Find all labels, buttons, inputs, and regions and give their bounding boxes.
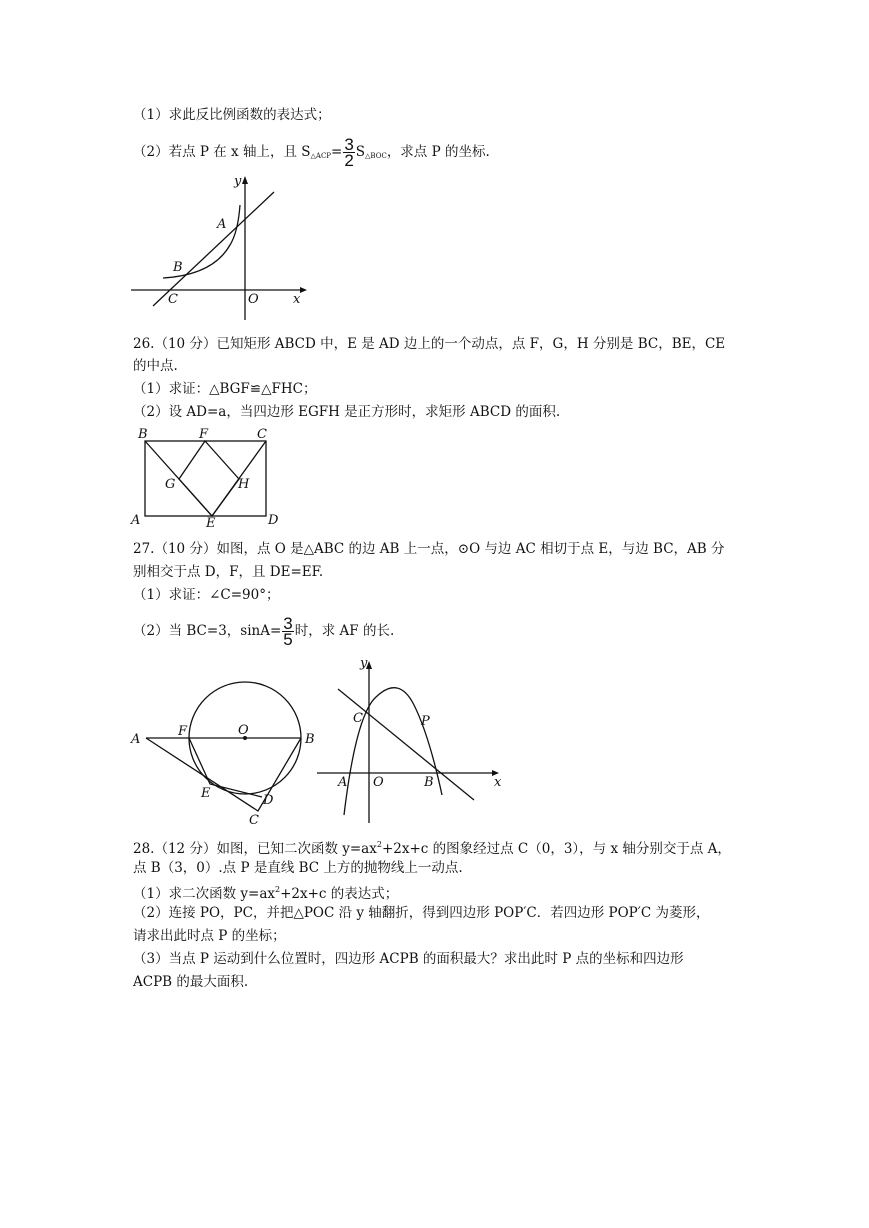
q25-label-y: y — [234, 174, 242, 189]
q25-part2-suffix: ，求点 P 的坐标. — [386, 144, 490, 160]
q25-label-a: A — [217, 217, 227, 232]
q27-figure — [128, 658, 328, 828]
q28-label-c: C — [353, 711, 363, 726]
q25-part2 — [133, 137, 490, 168]
q25-y-arrow — [242, 176, 248, 184]
q26-label-b: B — [138, 427, 148, 442]
q25-label-x: x — [293, 292, 301, 307]
q28-stem-line1-b: +2x+c 的图象经过点 C（0，3），与 x 轴分别交于点 A， — [381, 841, 731, 857]
q25-figure — [128, 170, 308, 330]
q27-part2 — [133, 616, 394, 647]
q28-figure — [314, 655, 514, 825]
q27-fraction-num: 3 — [283, 614, 293, 633]
q26-stem-line2: 的中点. — [133, 358, 178, 374]
q28-label-b: B — [424, 775, 434, 790]
q26-label-c: C — [257, 427, 267, 442]
q26-stem-line1: 26.（10 分）已知矩形 ABCD 中，E 是 AD 边上的一个动点，点 F，G，H 分别是 BC，BE，CE — [133, 336, 726, 352]
q28-parabola — [344, 688, 442, 815]
q25-part2-prefix: （2）若点 P 在 x 轴上，且 S — [133, 144, 311, 160]
q25-label-o: O — [248, 292, 259, 307]
q28-part2-line1: （2）连接 PO，PC，并把△POC 沿 y 轴翻折，得到四边形 POP′C．若四边形 POP′C 为菱形， — [133, 905, 710, 921]
q26-label-d: D — [268, 513, 279, 528]
q28-part1-a: （1）求二次函数 y=ax — [133, 886, 275, 902]
q25-fraction-den: 2 — [344, 151, 354, 170]
q28-line-bc — [338, 689, 474, 800]
q25-x-arrow — [300, 287, 307, 293]
q26-figure — [128, 424, 288, 532]
q25-part2-eq: = — [331, 144, 343, 160]
q27-fraction — [282, 616, 293, 647]
q27-label-b: B — [305, 732, 315, 747]
q28-stem-line1-sup: 2 — [376, 840, 382, 849]
q28-part1 — [133, 881, 398, 903]
q28-label-y: y — [360, 656, 368, 671]
q28-stem-line1-a: 28.（12 分）如图，已知二次函数 y=ax — [133, 841, 377, 857]
q26-label-g: G — [165, 477, 176, 492]
q27-label-a: A — [131, 732, 141, 747]
q27-part1: （1）求证：∠C=90°； — [133, 587, 280, 603]
q27-lines-fe-ed — [189, 738, 262, 797]
q27-fraction-den: 5 — [283, 630, 293, 649]
q28-part1-b: +2x+c 的表达式； — [280, 886, 399, 902]
q27-label-c: C — [249, 813, 259, 828]
q28-label-o: O — [373, 775, 384, 790]
q28-part1-sup: 2 — [274, 885, 281, 894]
q26-part2: （2）设 AD=a，当四边形 EGFH 是正方形时，求矩形 ABCD 的面积. — [133, 404, 561, 420]
q25-part1: （1）求此反比例函数的表达式； — [133, 107, 331, 123]
q25-part2-sub2: △BOC — [365, 152, 387, 160]
q25-fraction — [343, 137, 354, 168]
q27-label-o: O — [238, 723, 249, 738]
q27-stem-line2: 别相交于点 D，F，且 DE=EF. — [133, 564, 324, 580]
q27-label-e: E — [201, 786, 211, 801]
q25-fraction-num: 3 — [344, 135, 354, 154]
q25-label-c: C — [168, 292, 178, 307]
q27-part2-prefix: （2）当 BC=3，sinA= — [133, 623, 282, 639]
q28-label-x: x — [494, 775, 502, 790]
q25-part2-s2: S — [355, 144, 366, 160]
q26-square-egfh — [179, 441, 239, 516]
q26-label-e: E — [206, 516, 216, 531]
q25-part2-sub1: △ACP — [310, 152, 332, 160]
q26-label-h: H — [238, 477, 250, 492]
q28-stem-line2: 点 B（3，0）.点 P 是直线 BC 上方的抛物线上一动点. — [133, 860, 463, 876]
q27-label-f: F — [178, 724, 188, 739]
q28-label-p: P — [421, 714, 430, 729]
q27-stem-line1: 27.（10 分）如图，点 O 是△ABC 的边 AB 上一点，⊙O 与边 AC 相切于点 E，与边 BC，AB 分 — [133, 541, 725, 557]
q27-part2-suffix: 时，求 AF 的长. — [294, 623, 395, 639]
q26-label-f: F — [199, 427, 209, 442]
q25-label-b: B — [173, 260, 183, 275]
q28-part3-line1: （3）当点 P 运动到什么位置时，四边形 ACPB 的面积最大？求出此时 P 点的坐标和四边形 — [133, 951, 684, 967]
q28-stem-line1 — [133, 836, 731, 858]
q25-line-ab — [153, 192, 274, 306]
q28-part3-line2: ACPB 的最大面积. — [133, 974, 249, 990]
q27-label-d: D — [263, 793, 274, 808]
q26-part1: （1）求证：△BGF≌△FHC； — [133, 381, 317, 397]
q26-label-a: A — [131, 513, 141, 528]
q28-label-a: A — [338, 775, 348, 790]
q27-triangle-sides — [146, 738, 301, 811]
q28-part2-line2: 请求出此时点 P 的坐标； — [133, 928, 286, 944]
